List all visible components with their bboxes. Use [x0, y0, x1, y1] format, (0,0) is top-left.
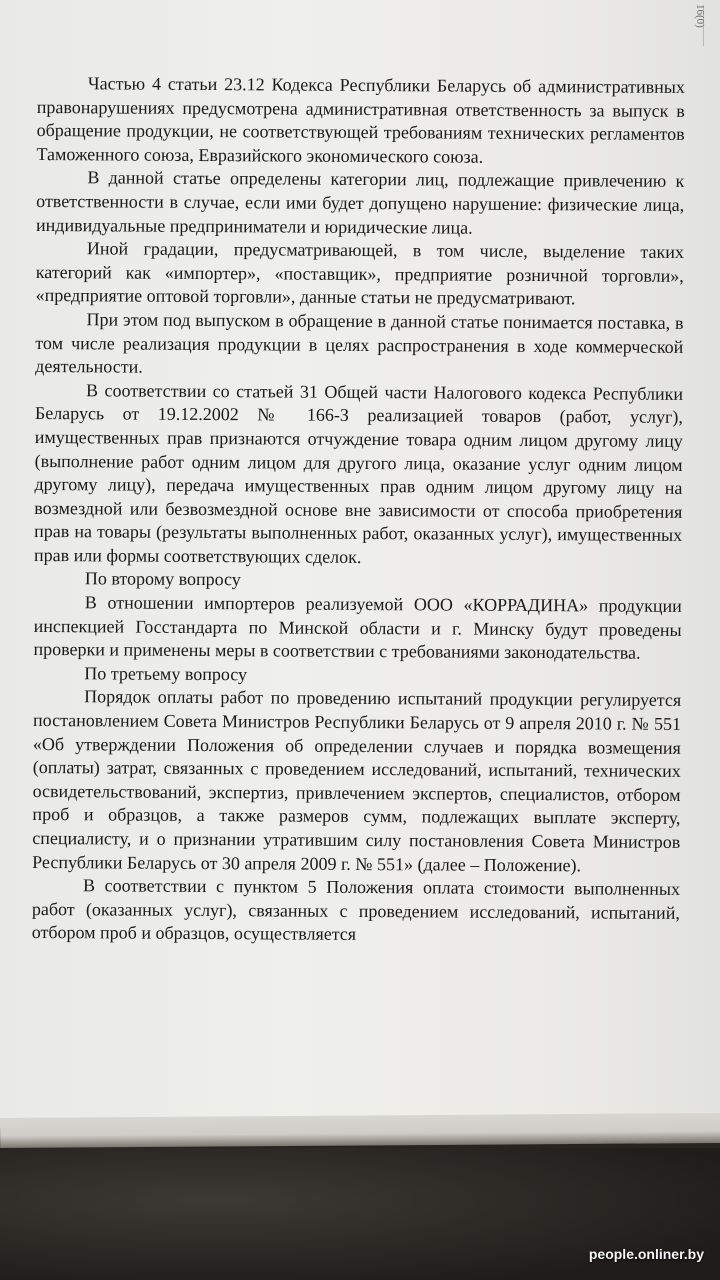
paragraph: В отношении импортеров реализуемой ООО «КОРРАДИНА» продукции инспекцией Госстандарта по Минской области и г. Минску будут проведены проверки и применены меры в соответствии с требованиями законодательства.	[33, 592, 682, 663]
section-heading: По второму вопросу	[84, 568, 241, 590]
paragraph: При этом под выпуском в обращение в данной статье понимается поставка, в том числе реализация продукции в целях распространения в ходе коммерческой деятельности.	[35, 309, 684, 377]
site-watermark: people.onliner.by	[588, 1246, 704, 1262]
paragraph: Порядок оплаты работ по проведению испытаний продукции регулируется постановлением Совета Министров Республики Беларусь от 9 апреля 2010 г. № 551 «Об утверждении Положения об определении случаев и порядка возмещения (оплаты) затрат, связанных с проведением исследований, испытаний, технических освидетельствований, экспертиз, привлечением экспертов, специалистов, отбором проб и образцов, а также размеров сумм, подлежащих выплате эксперту, специалисту, и о признании утратившим силу постановления Совета Министров Республики Беларусь от 30 апреля 2009 г. № 551» (далее – Положение).	[32, 686, 682, 875]
paragraph: В соответствии с пунктом 5 Положения оплата стоимости выполненных работ (оказанных услуг), связанных с проведением исследований, испытаний, отбором проб и образцов, осуществляется	[31, 875, 681, 945]
page-number: 16(0)	[694, 4, 706, 28]
document-body	[32, 72, 685, 949]
sheet-bottom-edge	[0, 1113, 720, 1148]
paragraph: Частью 4 статьи 23.12 Кодекса Республики Беларусь об административных правонарушениях предусмотрена административная ответственность за выпуск в обращение продукции, не соответствующей требованиям технических регламентов Таможенного союза, Евразийского экономического союза.	[36, 73, 685, 167]
paragraph: В соответствии со статьей 31 Общей части Налогового кодекса Республики Беларусь от 19.12.2002 № 166-З реализацией товаров (работ, услуг), имущественных прав признаются отчуждение товара одним лицом другому лицу (выполнение работ одним лицом для другого лица, оказание услуг одним лицом другому лицу), передача имущественных прав одним лицом другому лицу на возмездной или безвозмездной основе вне зависимости от способа приобретения прав на товары (результаты выполненных работ, оказанных услуг), имущественных прав или формы соответствующих сделок.	[33, 380, 684, 567]
paragraph: В данной статье определены категории лиц, подлежащие привлечению к ответственности в случае, если ими будет допущено нарушение: физические лица, индивидуальные предприниматели и юридические лица.	[36, 167, 685, 238]
paragraph: Иной градации, предусматривающей, в том числе, выделение таких категорий как «импортер», «поставщик», предприятие розничной торговли», «предприятие оптовой торговли», данные статьи не предусматривают.	[35, 238, 684, 309]
background-surface	[0, 1148, 720, 1280]
section-heading: По третьему вопросу	[84, 663, 248, 685]
